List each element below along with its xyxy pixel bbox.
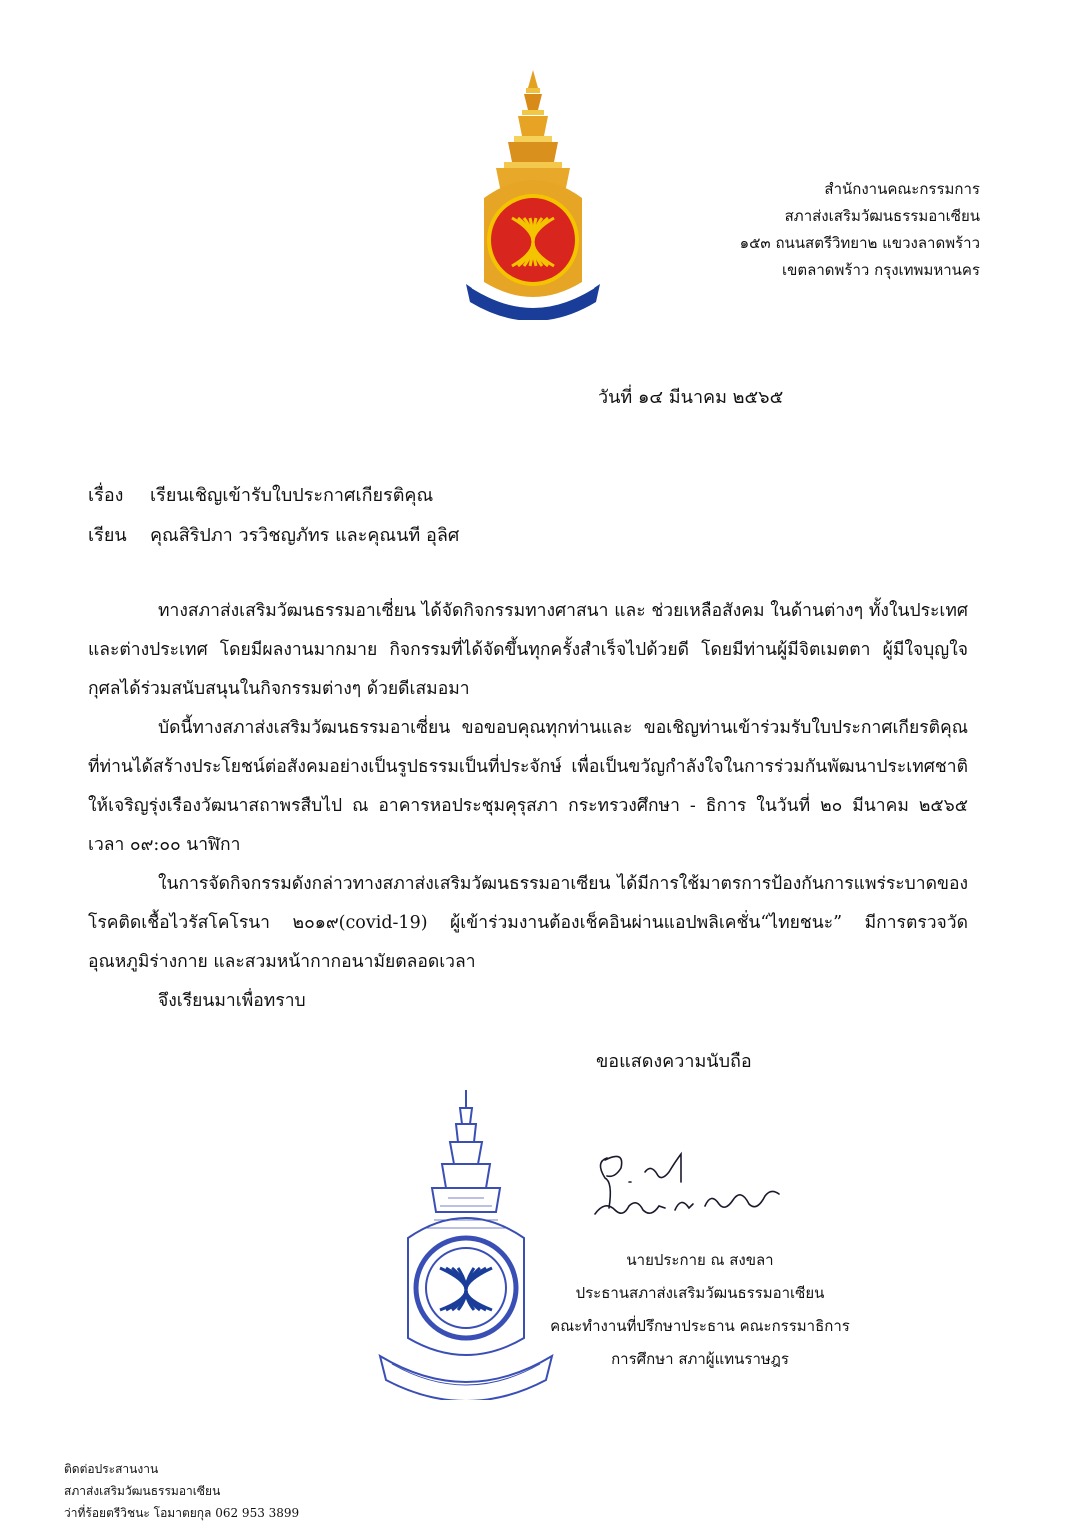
signer-block xyxy=(540,1244,860,1376)
body-paragraph-2: บัดนี้ทางสภาส่งเสริมวัฒนธรรมอาเซี่ยน ขอขอบคุณทุกท่านและ ขอเชิญท่านเข้าร่วมรับใบประกาศเกียรติคุณ ที่ท่านได้สร้างประโยชน์ต่อสังคมอย่างเป็นรูปธรรมเป็นที่ประจักษ์ เพื่อเป็นขวัญกำลังใจในการร่วมกันพัฒนาประเทศชาติให้เจริญรุ่งเรืองวัฒนาสถาพรสืบไป ณ อาคารหอประชุมคุรุสภา กระทรวงศึกษา - ธิการ ในวันที่ ๒๐ มีนาคม ๒๕๖๕ เวลา ๐๙:๐๐ นาฬิกา xyxy=(88,718,968,855)
office-line-2: สภาส่งเสริมวัฒนธรรมอาเซียน xyxy=(784,207,980,225)
contact-line-3: ว่าที่ร้อยตรีวิชนะ โอมาตยกุล 062 953 3899 xyxy=(64,1506,300,1520)
office-line-1: สำนักงานคณะกรรมการ xyxy=(824,180,980,198)
recipient-label: เรียน xyxy=(88,525,127,546)
subject-value: เรียนเชิญเข้ารับใบประกาศเกียรติคุณ xyxy=(150,485,434,506)
office-address xyxy=(640,176,980,284)
body-paragraph-3: ในการจัดกิจกรรมดังกล่าวทางสภาส่งเสริมวัฒนธรรมอาเซียน ได้มีการใช้มาตรการป้องกันการแพร่ระบาดของโรคติดเชื้อไวรัสโคโรนา ๒๐๑๙(covid-19) ผู้เข้าร่วมงานต้องเช็คอินผ่านแอปพลิเคชั่น“ไทยชนะ” มีการตรวจวัดอุณหภูมิร่างกาย และสวมหน้ากากอนามัยตลอดเวลา xyxy=(88,874,968,972)
letter-body xyxy=(88,592,968,1021)
body-paragraph-4: จึงเรียนมาเพื่อทราบ xyxy=(158,991,306,1011)
signer-title-1: ประธานสภาส่งเสริมวัฒนธรรมอาเซียน xyxy=(575,1284,825,1302)
office-line-4: เขตลาดพร้าว กรุงเทพมหานคร xyxy=(782,261,980,279)
organization-seal xyxy=(378,1088,554,1400)
handwritten-signature xyxy=(585,1148,785,1228)
subject-label: เรื่อง xyxy=(88,485,124,506)
recipient-row xyxy=(88,520,459,549)
office-line-3: ๑๕๓ ถนนสตรีวิทยา๒ แขวงลาดพร้าว xyxy=(739,234,980,252)
closing-phrase: ขอแสดงความนับถือ xyxy=(596,1051,752,1072)
body-paragraph-1: ทางสภาส่งเสริมวัฒนธรรมอาเซี่ยน ได้จัดกิจกรรมทางศาสนา และ ช่วยเหลือสังคม ในด้านต่างๆ ทั้งในประเทศและต่างประเทศ โดยมีผลงานมากมาย กิจกรรมที่ได้จัดขึ้นทุกครั้งสำเร็จไปด้วยดี โดยมีท่านผู้มีจิตเมตตา ผู้มีใจบุญใจกุศลได้ร่วมสนับสนุนในกิจกรรมต่างๆ ด้วยดีเสมอมา xyxy=(88,601,968,699)
contact-info xyxy=(64,1458,299,1524)
organization-logo xyxy=(462,70,604,320)
recipient-value: คุณสิริปภา วรวิชญภัทร และคุณนที อุลิศ xyxy=(150,525,460,546)
signer-name: นายประกาย ณ สงขลา xyxy=(626,1251,774,1269)
signer-title-3: การศึกษา สภาผู้แทนราษฎร xyxy=(611,1350,789,1368)
subject-row xyxy=(88,480,433,509)
contact-line-2: สภาส่งเสริมวัฒนธรรมอาเซียน xyxy=(64,1484,221,1498)
letter-date: วันที่ ๑๔ มีนาคม ๒๕๖๕ xyxy=(598,387,784,408)
contact-line-1: ติดต่อประสานงาน xyxy=(64,1462,159,1476)
signer-title-2: คณะทำงานที่ปรึกษาประธาน คณะกรรมาธิการ xyxy=(550,1317,850,1335)
